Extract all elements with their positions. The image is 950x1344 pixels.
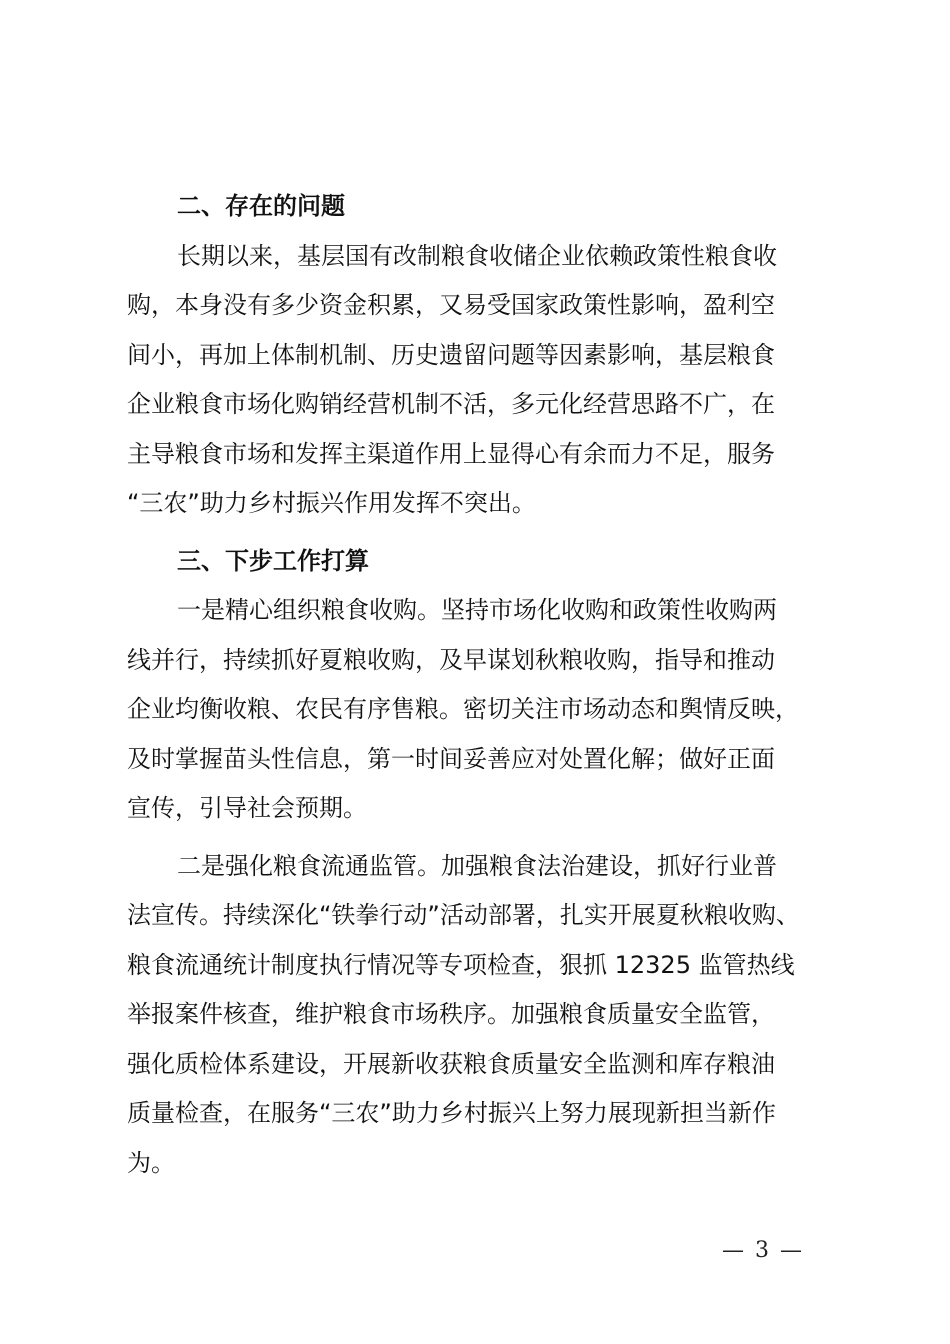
- text-line: 间小，再加上体制机制、历史遗留问题等因素影响，基层粮食: [127, 340, 775, 369]
- text-line: 举报案件核查，维护粮食市场秩序。加强粮食质量安全监管，: [127, 1000, 775, 1028]
- text-line: “三农”助力乡村振兴作用发挥不突出。: [127, 489, 536, 517]
- document-body: [127, 182, 857, 1188]
- section-heading-problems: 二、存在的问题: [177, 192, 345, 220]
- text-line: 主导粮食市场和发挥主渠道作用上显得心有余而力不足，服务: [127, 439, 775, 468]
- paragraph-problems: [127, 232, 857, 529]
- text-line: 长期以来，基层国有改制粮食收储企业依赖政策性粮食收: [177, 241, 777, 270]
- text-line: 粮食流通统计制度执行情况等专项检查，狠抓 12325 监管热线: [127, 950, 795, 979]
- text-line: 一是精心组织粮食收购。坚持市场化收购和政策性收购两: [177, 596, 777, 624]
- text-line: 购，本身没有多少资金积累，又易受国家政策性影响，盈利空: [127, 291, 775, 319]
- text-line: 为。: [127, 1148, 175, 1177]
- text-line: 及时掌握苗头性信息，第一时间妥善应对处置化解；做好正面: [127, 744, 775, 773]
- section-heading-next-steps: 三、下步工作打算: [177, 546, 369, 575]
- page-number: — 3 —: [722, 1238, 804, 1263]
- paragraph-circulation-supervision: [127, 842, 857, 1189]
- text-line: 企业粮食市场化购销经营机制不活，多元化经营思路不广，在: [127, 390, 775, 418]
- text-line: 企业均衡收粮、农民有序售粮。密切关注市场动态和舆情反映，: [127, 695, 799, 723]
- text-line: 质量检查，在服务“三农”助力乡村振兴上努力展现新担当新作: [127, 1099, 776, 1127]
- text-line: 二是强化粮食流通监管。加强粮食法治建设，抓好行业普: [177, 851, 777, 880]
- text-line: 强化质检体系建设，开展新收获粮食质量安全监测和库存粮油: [127, 1049, 775, 1078]
- text-line: 宣传，引导社会预期。: [127, 794, 367, 822]
- paragraph-grain-purchase: [127, 586, 857, 834]
- text-line: 线并行，持续抓好夏粮收购，及早谋划秋粮收购，指导和推动: [127, 645, 775, 674]
- text-line: 法宣传。持续深化“铁拳行动”活动部署，扎实开展夏秋粮收购、: [127, 901, 800, 929]
